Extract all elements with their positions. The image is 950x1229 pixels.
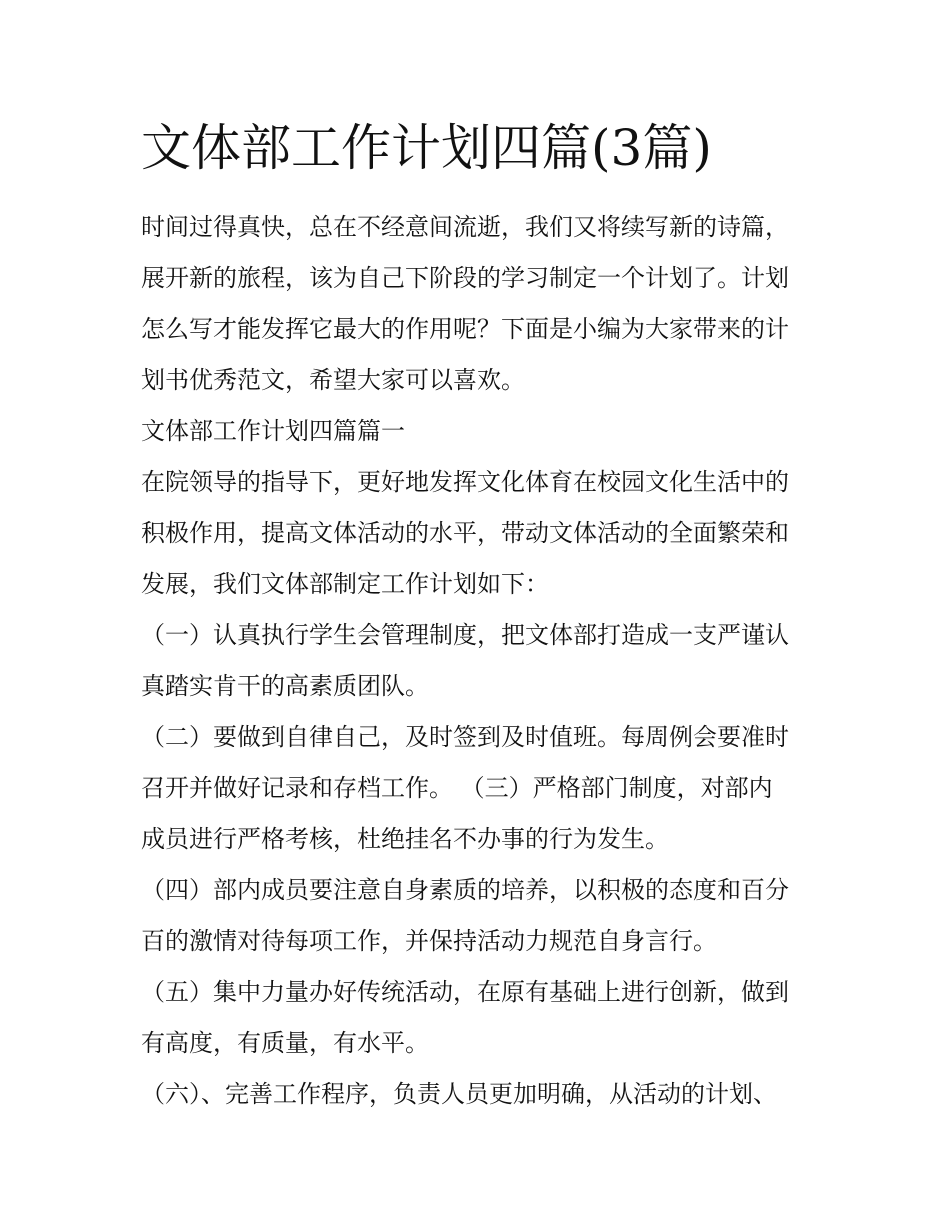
list-item: （一）认真执行学生会管理制度，把文体部打造成一支严谨认 bbox=[141, 621, 789, 649]
list-item: 真踏实肯干的高素质团队。 bbox=[141, 672, 429, 700]
document-body bbox=[141, 202, 821, 1120]
list-item: （四）部内成员要注意自身素质的培养，以积极的态度和百分 bbox=[141, 876, 789, 904]
list-item: （六）、完善工作程序，负责人员更加明确，从活动的计划、 bbox=[141, 1080, 777, 1108]
section-heading: 文体部工作计划四篇篇一 bbox=[141, 417, 405, 445]
list-item: （五）集中力量办好传统活动，在原有基础上进行创新，做到 bbox=[141, 978, 789, 1006]
paragraph-line: 在院领导的指导下，更好地发挥文化体育在校园文化生活中的 bbox=[141, 468, 789, 496]
paragraph-line: 展开新的旅程，该为自己下阶段的学习制定一个计划了。计划 bbox=[141, 264, 789, 292]
paragraph-line: 时间过得真快，总在不经意间流逝，我们又将续写新的诗篇， bbox=[141, 213, 789, 241]
list-item: （二）要做到自律自己，及时签到及时值班。每周例会要准时 bbox=[141, 723, 789, 751]
paragraph-line: 怎么写才能发挥它最大的作用呢？下面是小编为大家带来的计 bbox=[141, 315, 789, 343]
list-item: 成员进行严格考核，杜绝挂名不办事的行为发生。 bbox=[141, 825, 669, 853]
list-item: 百的激情对待每项工作，并保持活动力规范自身言行。 bbox=[141, 927, 717, 955]
list-item: 召开并做好记录和存档工作。 （三）严格部门制度，对部内 bbox=[141, 774, 773, 802]
paragraph-line: 积极作用，提高文体活动的水平，带动文体活动的全面繁荣和 bbox=[141, 519, 789, 547]
paragraph-line: 划书优秀范文，希望大家可以喜欢。 bbox=[141, 366, 525, 394]
document-title: 文体部工作计划四篇(3篇) bbox=[141, 119, 712, 177]
paragraph-line: 发展，我们文体部制定工作计划如下： bbox=[141, 570, 549, 598]
document-page bbox=[141, 112, 821, 1120]
list-item: 有高度，有质量，有水平。 bbox=[141, 1029, 429, 1057]
